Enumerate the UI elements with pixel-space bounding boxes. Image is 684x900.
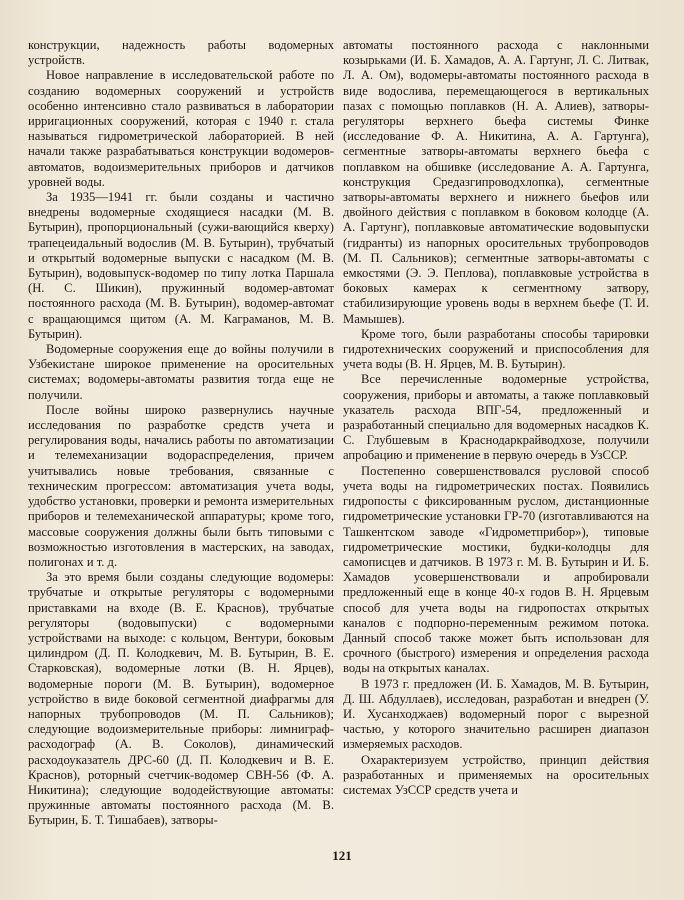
left-column [28, 38, 334, 829]
paragraph: Охарактеризуем устройство, принцип действия разработанных и применяемых на оросительных системах УзССР средств учета и [343, 752, 649, 797]
paragraph: За это время были созданы следующие водомеры: трубчатые и открытые регуляторы с водомерными приставками на входе (В. Е. Краснов), трубчатые регуляторы (водовыпуски) с водомерными устройствами на выходе: с кольцом, Вентури, боковым цилиндром (Д. П. Колодкевич, М. В. Бутырин, В. Е. Старковская), водомерные лотки (В. Н. Ярцев), водомерные пороги (М. В. Бутырин), водомерное устройство в виде боковой сегментной диафрагмы для напорных трубопроводов (М. П. Сальников); следующие водоизмерительные приборы: лимниграф-расходограф (А. В. Соколов), динамический расходоуказатель ДРС-60 (Д. П. Колодкевич и В. Е. Краснов), роторный счетчик-водомер СВН-56 (Ф. А. Никитина); следующие вододействующие автоматы: пружинные автоматы постоянного расхода (М. В. Бутырин, Б. Т. Тишабаев), затворы- [28, 570, 334, 828]
paragraph: Водомерные сооружения еще до войны получили в Узбекистане широкое применение на оросительных системах; водомеры-автоматы развития тогда еще не получили. [28, 342, 334, 402]
right-column [343, 38, 649, 798]
paragraph: Все перечисленные водомерные устройства, сооружения, приборы и автоматы, а также поплавковый указатель расхода ВПГ-54, предложенный и разработанный специально для водомерных насадков К. С. Глубшевым в Краснодаркрайводхозе, получили апробацию и применение в первую очередь в УзССР. [343, 372, 649, 463]
page-number: 121 [332, 848, 352, 863]
paragraph: Постепенно совершенствовался русловой способ учета воды на гидрометрических постах. Появились гидропосты с фиксированным руслом, дистанционные гидрометрические установки ГР-70 (изготавливаются на Ташкентском заводе «Гидрометприбор»), типовые гидрометрические мостики, будки-колодцы для самописцев и датчиков. В 1973 г. М. В. Бутырин и И. Б. Хамадов усовершенствовали и апробировали предложенный еще в конце 40-х годов В. Н. Ярцевым способ для учета воды на гидропостах открытых каналов с подпорно-переменным режимом потока. Данный способ также может быть использован для срочного (быстрого) измерения и определения расхода воды на открытых каналах. [343, 463, 649, 676]
paragraph: После войны широко развернулись научные исследования по разработке средств учета и регулирования воды, начались работы по автоматизации и телемеханизации водораспределения, причем учитывались новые требования, связанные с техническим прогрессом: автоматизация учета воды, удобство установки, проверки и ремонта измерительных приборов и телемеханической аппаратуры; кроме того, массовые сооружения должны были быть типовыми с возможностью изготовления в мастерских, на заводах, полигонах и т. д. [28, 402, 334, 569]
paragraph: автоматы постоянного расхода с наклонными козырьками (И. Б. Хамадов, А. А. Гартунг, Л. С. Литвак, Л. А. Ом), водомеры-автоматы постоянного расхода в виде водослива, перемещающегося в вертикальных пазах с помощью поплавков (Н. А. Алиев), затворы-регуляторы верхнего бьефа системы Финке (исследование Ф. А. Никитина, А. А. Гартунга), сегментные затворы-автоматы верхнего бьефа с поплавком на обшивке (исследование А. А. Гартунга, конструкция Средазгипроводхлопка), сегментные затворы-автоматы верхнего и нижнего бьефов или двойного действия с поплавком в боковом колодце (А. А. Гартунг), поплавковые автоматические водовыпуски (гидранты) из напорных оросительных трубопроводов (М. П. Сальников); сегментные затворы-автоматы с емкостями (Э. Э. Пеплова), поплавковые устройства в боковых камерах к сегментному затвору, стабилизирующие уровень воды в верхнем бьефе (Т. И. Мамышев). [343, 38, 649, 326]
paragraph: Кроме того, были разработаны способы тарировки гидротехнических сооружений и приспособления для учета воды (В. Н. Ярцев, М. В. Бутырин). [343, 326, 649, 372]
paragraph: За 1935—1941 гг. были созданы и частично внедрены водомерные сходящиеся насадки (М. В. Бутырин), пропорциональный (сужи-вающийся кверху) трапецеидальный водослив (М. В. Бутырин), трубчатый и открытый водомерные выпуски с насадком (М. В. Бутырин), водовыпуск-водомер по типу лотка Паршала (Н. С. Шикин), пружинный водомер-автомат постоянного расхода (М. В. Бутырин), водомер-автомат с вращающимся щитом (А. М. Каграманов, М. В. Бутырин). [28, 190, 334, 341]
paragraph: В 1973 г. предложен (И. Б. Хамадов, М. В. Бутырин, Д. Ш. Абдуллаев), исследован, разработан и внедрен (У. И. Хусанходжаев) водомерный порог с вырезной частью, у которого значительно расширен диапазон измеряемых расходов. [343, 676, 649, 752]
paragraph: Новое направление в исследовательской работе по созданию водомерных сооружений и устройств особенно интенсивно стало развиваться в лаборатории ирригационных сооружений, которая с 1940 г. стала называться гидрометрической лабораторией. В ней начали также разрабатываться конструкции водомеров-автоматов, водоизмерительных приборов и датчиков уровней воды. [28, 68, 334, 189]
paragraph: конструкции, надежность работы водомерных устройств. [28, 38, 334, 68]
